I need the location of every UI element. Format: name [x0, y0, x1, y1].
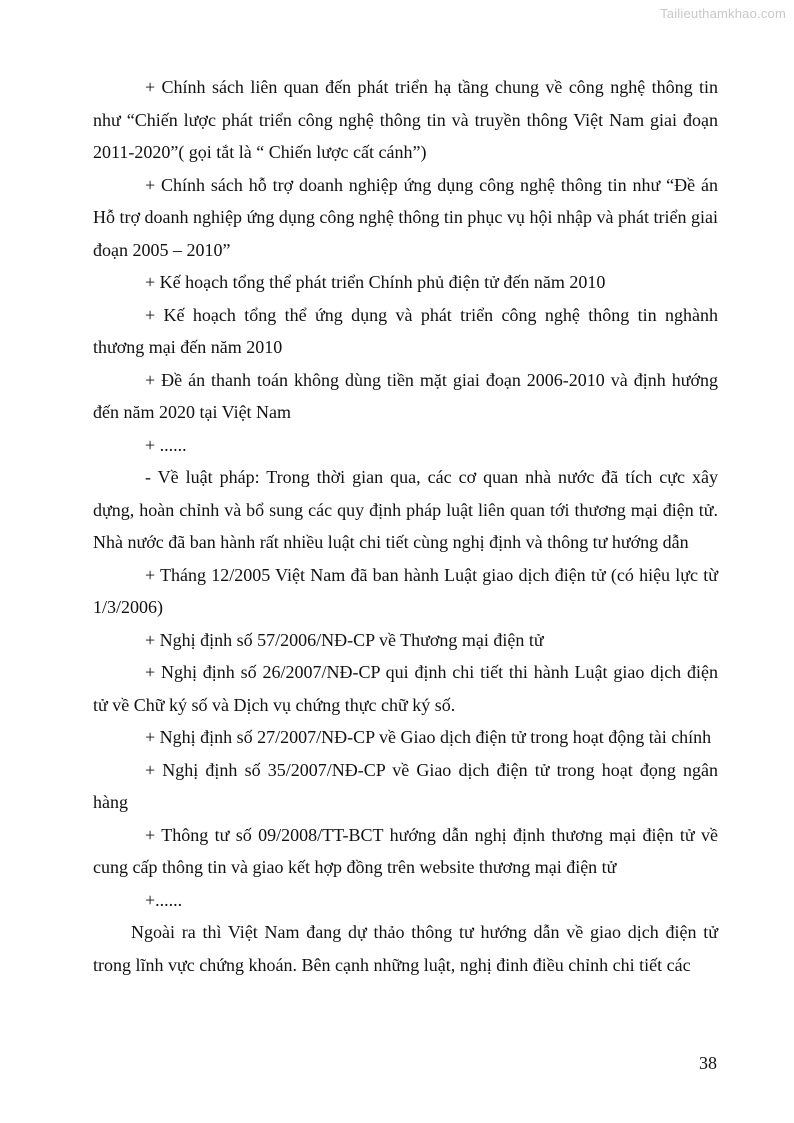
paragraph: + Kế hoạch tổng thể phát triển Chính phủ điện tử đến năm 2010 [145, 272, 606, 292]
paragraph: + Thông tư số 09/2008/TT-BCT hướng dẫn nghị định thương mại điện tử về cung cấp thông tin và giao kết hợp đồng trên website thương mại điện tử [93, 824, 718, 877]
paragraph: + Đề án thanh toán không dùng tiền mặt giai đoạn 2006-2010 và định hướng đến năm 2020 tại Việt Nam [93, 369, 718, 422]
paragraph: + Chính sách liên quan đến phát triển hạ tầng chung về công nghệ thông tin như “Chiến lược phát triển công nghệ thông tin và truyền thông Việt Nam giai đoạn 2011-2020”( gọi tắt là “ Chiến lược cất cánh”) [93, 77, 718, 162]
paragraph: + ...... [145, 434, 187, 455]
paragraph: + Nghị định số 26/2007/NĐ-CP qui định chi tiết thi hành Luật giao dịch điện tử về Chữ ký số và Dịch vụ chứng thực chữ ký số. [93, 662, 718, 715]
paragraph: + Kế hoạch tổng thể ứng dụng và phát triển công nghệ thông tin nghành thương mại đến năm 2010 [93, 304, 718, 357]
paragraph: + Nghị định số 27/2007/NĐ-CP về Giao dịch điện tử trong hoạt động tài chính [145, 727, 712, 747]
paragraph: - Về luật pháp: Trong thời gian qua, các cơ quan nhà nước đã tích cực xây dựng, hoàn chỉnh và bổ sung các quy định pháp luật liên quan tới thương mại điện tử. Nhà nước đã ban hành rất nhiều luật chi tiết cùng nghị định và thông tư hướng dẫn [93, 467, 718, 552]
watermark-text: Tailieuthamkhao.com [660, 6, 786, 21]
paragraph: +...... [145, 889, 183, 910]
paragraph: + Tháng 12/2005 Việt Nam đã ban hành Luật giao dịch điện tử (có hiệu lực từ 1/3/2006) [93, 564, 718, 617]
page-number: 38 [699, 1053, 717, 1073]
paragraph: Ngoài ra thì Việt Nam đang dự thảo thông tư hướng dẫn về giao dịch điện tử trong lĩnh vực chứng khoán. Bên cạnh những luật, nghị đinh điều chỉnh chi tiết các [93, 922, 718, 975]
paragraph: + Nghị định số 35/2007/NĐ-CP về Giao dịch điện tử trong hoạt đọng ngân hàng [93, 759, 718, 812]
paragraph: + Chính sách hỗ trợ doanh nghiệp ứng dụng công nghệ thông tin như “Đề án Hỗ trợ doanh nghiệp ứng dụng công nghệ thông tin phục vụ hội nhập và phát triển giai đoạn 2005 – 2010” [93, 174, 718, 260]
paragraph: + Nghị định số 57/2006/NĐ-CP về Thương mại điện tử [145, 629, 544, 650]
document-body [93, 71, 718, 981]
